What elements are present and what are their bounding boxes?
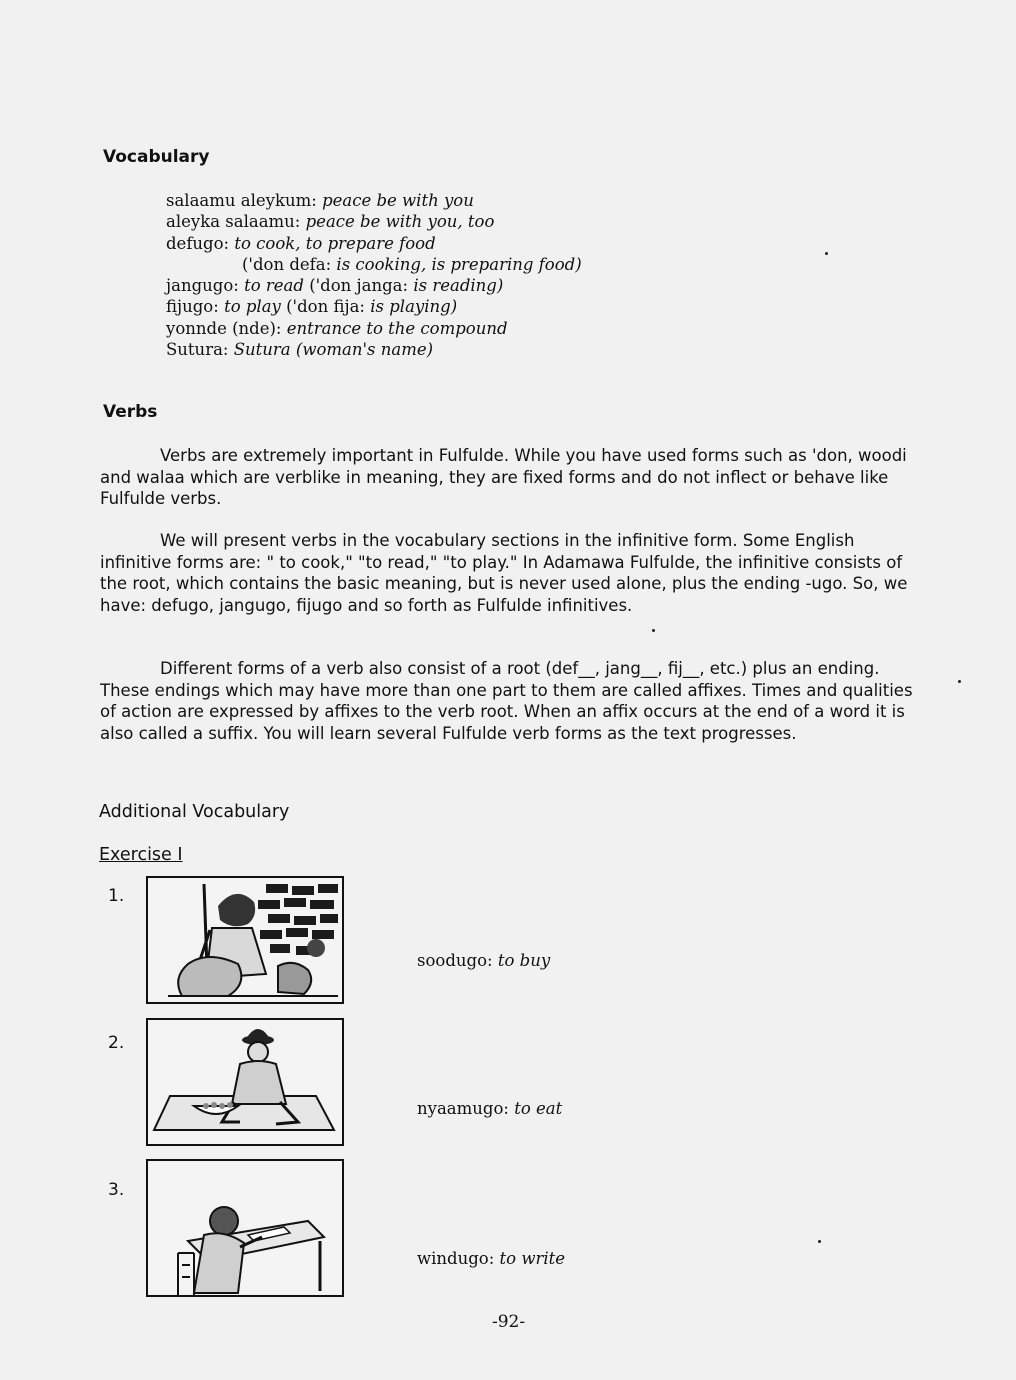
exercise-item-number: 3. — [108, 1180, 125, 1200]
speck — [958, 680, 961, 683]
verbs-paragraph: We will present verbs in the vocabulary sections in the infinitive form. Some English infinitive forms are: " to cook," "to read," "to play." In Adamawa Fulfulde, the infinitive consists of the root, which contains the basic meaning, but is never used alone, plus the ending -ugo. So, we have: defugo, jangugo, fijugo and so forth as Fulfulde infinitives. — [100, 531, 908, 615]
exercise-item-number: 1. — [108, 886, 125, 906]
buying-illustration — [146, 876, 344, 1004]
eating-illustration — [146, 1018, 344, 1146]
vocab-entry: salaamu aleykum: peace be with you — [166, 191, 474, 210]
vocab-entry: yonnde (nde): entrance to the compound — [166, 318, 508, 338]
exercise-item-label: nyaamugo: to eat — [417, 1099, 563, 1118]
market-scene-icon — [148, 878, 342, 1002]
speck — [825, 252, 828, 255]
vocab-entry: jangugo: to read ('don janga: is reading) — [166, 276, 504, 296]
verbs-heading: Verbs — [103, 402, 158, 422]
page-number: -92- — [492, 1312, 526, 1332]
exercise-item-label: soodugo: to buy — [417, 951, 551, 970]
speck — [652, 629, 655, 632]
writing-illustration — [146, 1159, 344, 1297]
eating-scene-icon — [148, 1020, 342, 1144]
exercise-item-number: 2. — [108, 1033, 125, 1053]
exercise-title: Exercise I — [99, 845, 183, 865]
vocab-entry: fijugo: to play ('don fija: is playing) — [166, 297, 458, 317]
verbs-paragraph: Verbs are extremely important in Fulfulde. While you have used forms such as 'don, woodi and walaa which are verblike in meaning, they are fixed forms and do not inflect or behave like Fulfulde verbs. — [100, 446, 907, 508]
writing-scene-icon — [148, 1161, 342, 1295]
exercise-item-label: windugo: to write — [417, 1249, 566, 1268]
vocabulary-heading: Vocabulary — [103, 147, 210, 167]
vocab-entry: ('don defa: is cooking, is preparing food) — [242, 254, 582, 274]
verbs-paragraph: Different forms of a verb also consist of a root (def__, jang__, fij__, etc.) plus an ending. These endings which may have more than one part to them are called affixes. Times and qualities of action are expressed by affixes to the verb root. When an affix occurs at the end of a word it is also called a suffix. You will learn several Fulfulde verb forms as the text progresses. — [100, 659, 913, 743]
additional-vocabulary-heading: Additional Vocabulary — [99, 802, 290, 822]
speck — [818, 1240, 821, 1243]
vocabulary-list — [166, 190, 582, 360]
vocab-entry: Sutura: Sutura (woman's name) — [166, 340, 434, 360]
vocab-entry: defugo: to cook, to prepare food — [166, 233, 436, 253]
vocab-entry: aleyka salaamu: peace be with you, too — [166, 212, 495, 232]
